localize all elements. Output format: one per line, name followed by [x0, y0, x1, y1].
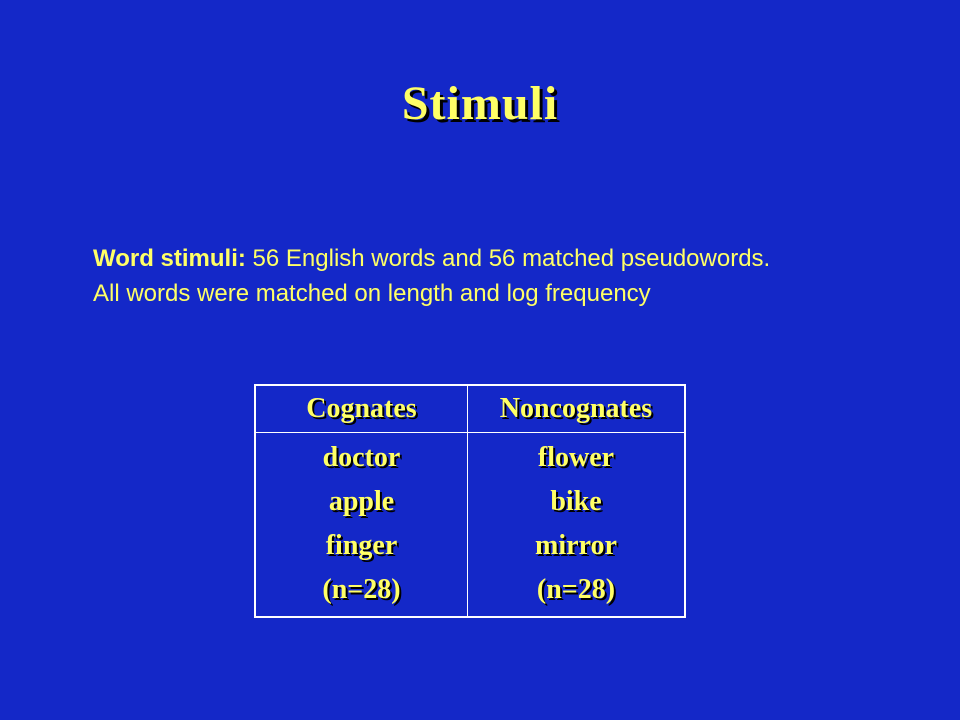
- table-cell: bike: [550, 486, 602, 517]
- table-column-noncognates: [468, 386, 684, 612]
- table-header-noncognates: Noncognates: [499, 393, 653, 424]
- table-cell-count: (n=28): [322, 574, 401, 605]
- table-cell-count: (n=28): [536, 574, 616, 605]
- intro-text: [93, 241, 933, 311]
- stimuli-table: [254, 384, 686, 618]
- table-header-cognates: Cognates: [306, 393, 417, 424]
- table-cell: finger: [325, 530, 398, 561]
- table-cell: flower: [537, 442, 615, 473]
- intro-line-1-text: 56 English words and 56 matched pseudowords.: [245, 245, 771, 272]
- intro-label: Word stimuli:: [93, 245, 246, 272]
- table-cell: apple: [328, 486, 395, 517]
- table-cell: doctor: [322, 442, 401, 473]
- slide-title: Stimuli: [401, 77, 559, 130]
- intro-line-1: [93, 241, 933, 276]
- table-column-cognates: [256, 386, 467, 612]
- intro-line-2: All words were matched on length and log frequency: [93, 280, 651, 307]
- table-cell: mirror: [535, 530, 617, 561]
